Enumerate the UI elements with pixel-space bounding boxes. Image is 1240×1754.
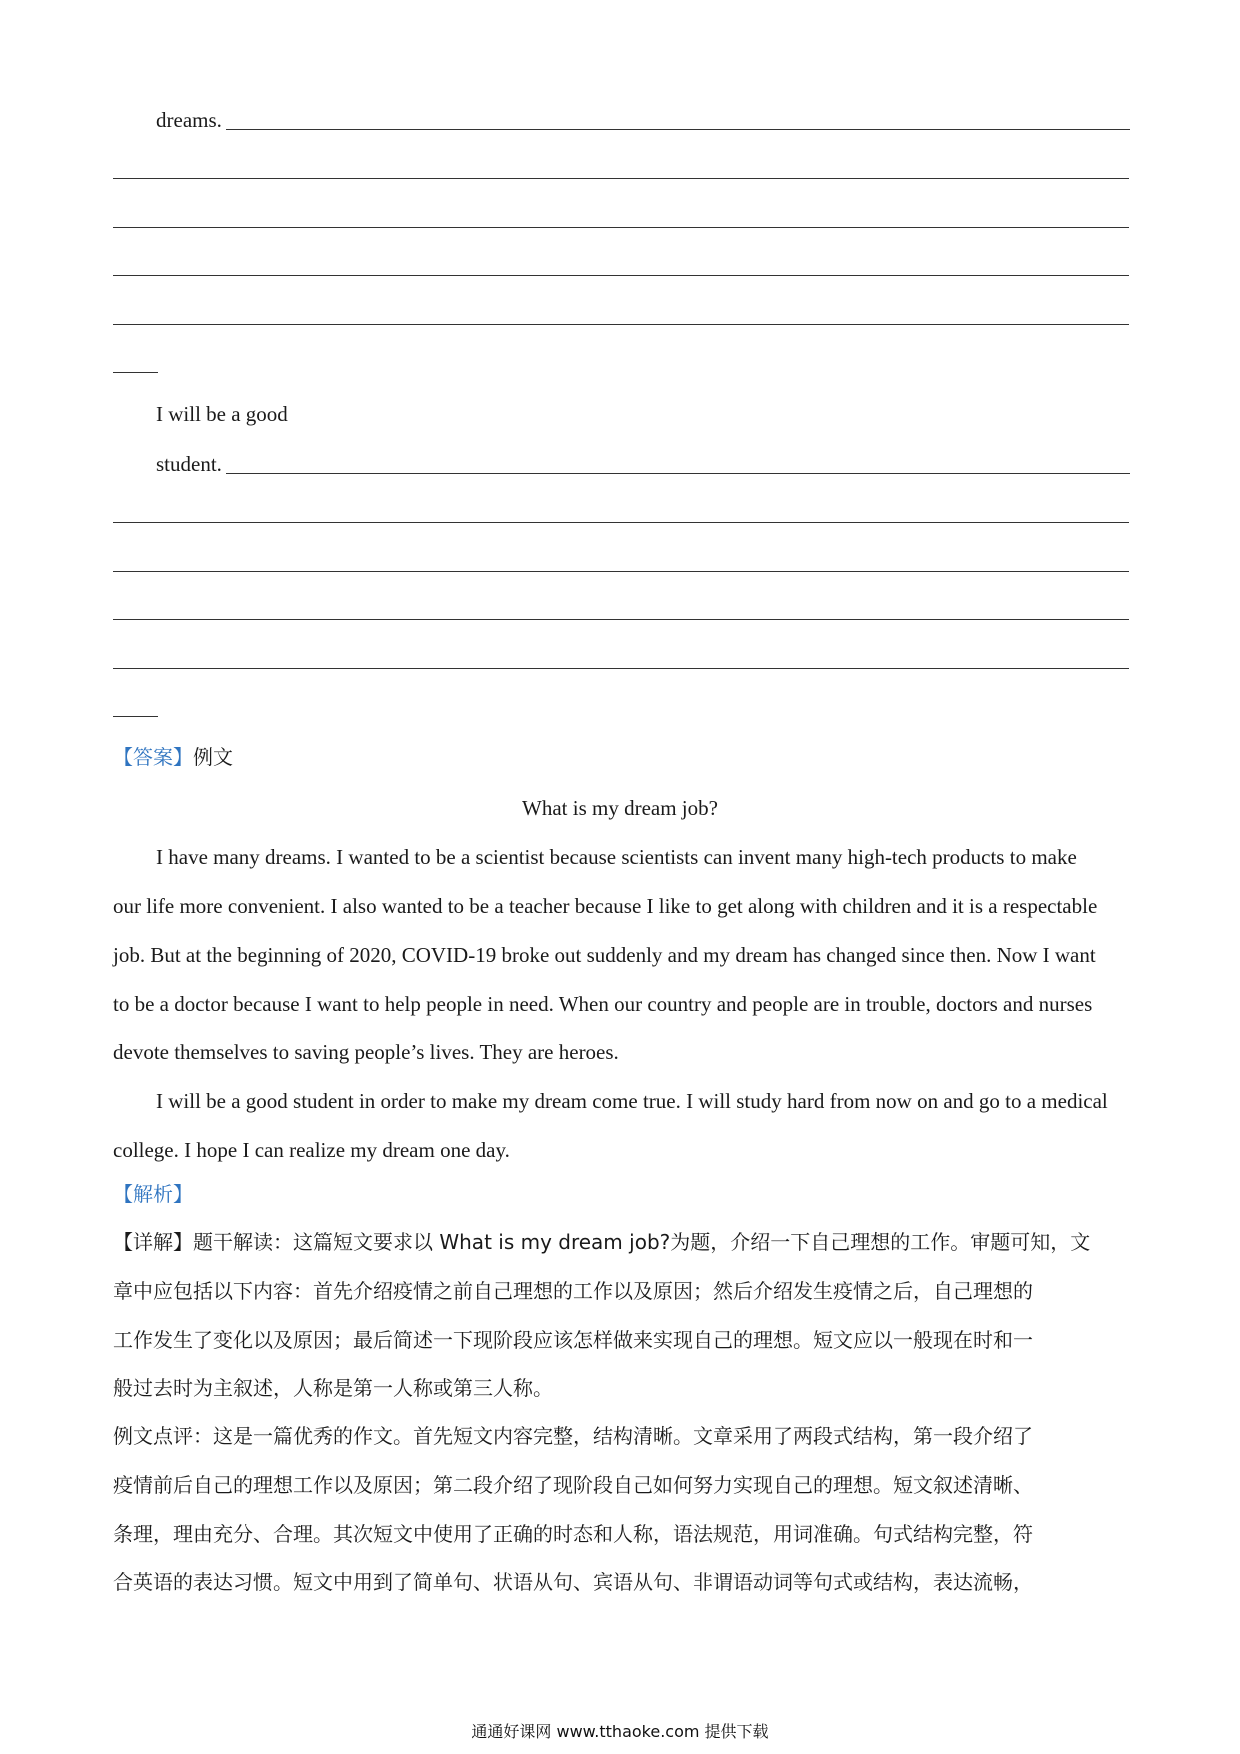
analysis-line: 工作发生了变化以及原因；最后简述一下现阶段应该怎样做来实现自己的理想。短文应以一般现在时和一 <box>113 1328 1033 1352</box>
blank-line-short <box>113 716 158 717</box>
comment-line: 例文点评：这是一篇优秀的作文。首先短文内容完整，结构清晰。文章采用了两段式结构，第一段介绍了 <box>113 1424 1033 1448</box>
comment-line: 合英语的表达习惯。短文中用到了简单句、状语从句、宾语从句、非谓语动词等句式或结构，表达流畅， <box>113 1570 1033 1594</box>
analysis-label: 【解析】 <box>113 1182 193 1206</box>
writing-start-word-1: dreams. <box>156 108 222 132</box>
comment-line: 疫情前后自己的理想工作以及原因；第二段介绍了现阶段自己如何努力实现自己的理想。短文叙述清晰、 <box>113 1473 1033 1497</box>
blank-line <box>113 668 1129 669</box>
analysis-line: 【详解】题干解读：这篇短文要求以 What is my dream job?为题，介绍一下自己理想的工作。审题可知，文 <box>113 1230 1091 1254</box>
analysis-line: 般过去时为主叙述，人称是第一人称或第三人称。 <box>113 1376 553 1400</box>
essay-line: I will be a good student in order to make my dream come true. I will study hard from now on and go to a medical <box>156 1089 1108 1113</box>
essay-line: to be a doctor because I want to help people in need. When our country and people are in trouble, doctors and nurses <box>113 992 1093 1016</box>
blank-line <box>113 227 1129 228</box>
essay-line: job. But at the beginning of 2020, COVID-19 broke out suddenly and my dream has changed since then. Now I want <box>113 943 1096 967</box>
analysis-line: 章中应包括以下内容：首先介绍疫情之前自己理想的工作以及原因；然后介绍发生疫情之后，自己理想的 <box>113 1279 1033 1303</box>
writing-prompt-line: I will be a good <box>156 402 288 426</box>
answer-label <box>113 745 233 769</box>
essay-title: What is my dream job? <box>522 796 718 820</box>
blank-line <box>113 522 1129 523</box>
essay-line: our life more convenient. I also wanted to be a teacher because I like to get along with children and it is a respectable <box>113 894 1098 918</box>
blank-line-short <box>113 372 158 373</box>
writing-start-word-2: student. <box>156 452 222 476</box>
blank-line <box>113 275 1129 276</box>
answer-bracket-label: 【答案】 <box>113 745 193 769</box>
essay-line: I have many dreams. I wanted to be a scientist because scientists can invent many high-tech products to make <box>156 845 1077 869</box>
blank-line <box>113 178 1129 179</box>
blank-line <box>113 619 1129 620</box>
blank-line <box>113 324 1129 325</box>
essay-line: college. I hope I can realize my dream one day. <box>113 1138 510 1162</box>
comment-line: 条理，理由充分、合理。其次短文中使用了正确的时态和人称，语法规范，用词准确。句式结构完整，符 <box>113 1522 1033 1546</box>
blank-line <box>113 571 1129 572</box>
footer-link[interactable]: 通通好课网 www.tthaoke.com 提供下载 <box>471 1722 769 1741</box>
blank-line <box>226 473 1130 474</box>
blank-line <box>226 129 1130 130</box>
answer-label-suffix: 例文 <box>193 745 233 769</box>
essay-line: devote themselves to saving people’s lives. They are heroes. <box>113 1040 619 1064</box>
